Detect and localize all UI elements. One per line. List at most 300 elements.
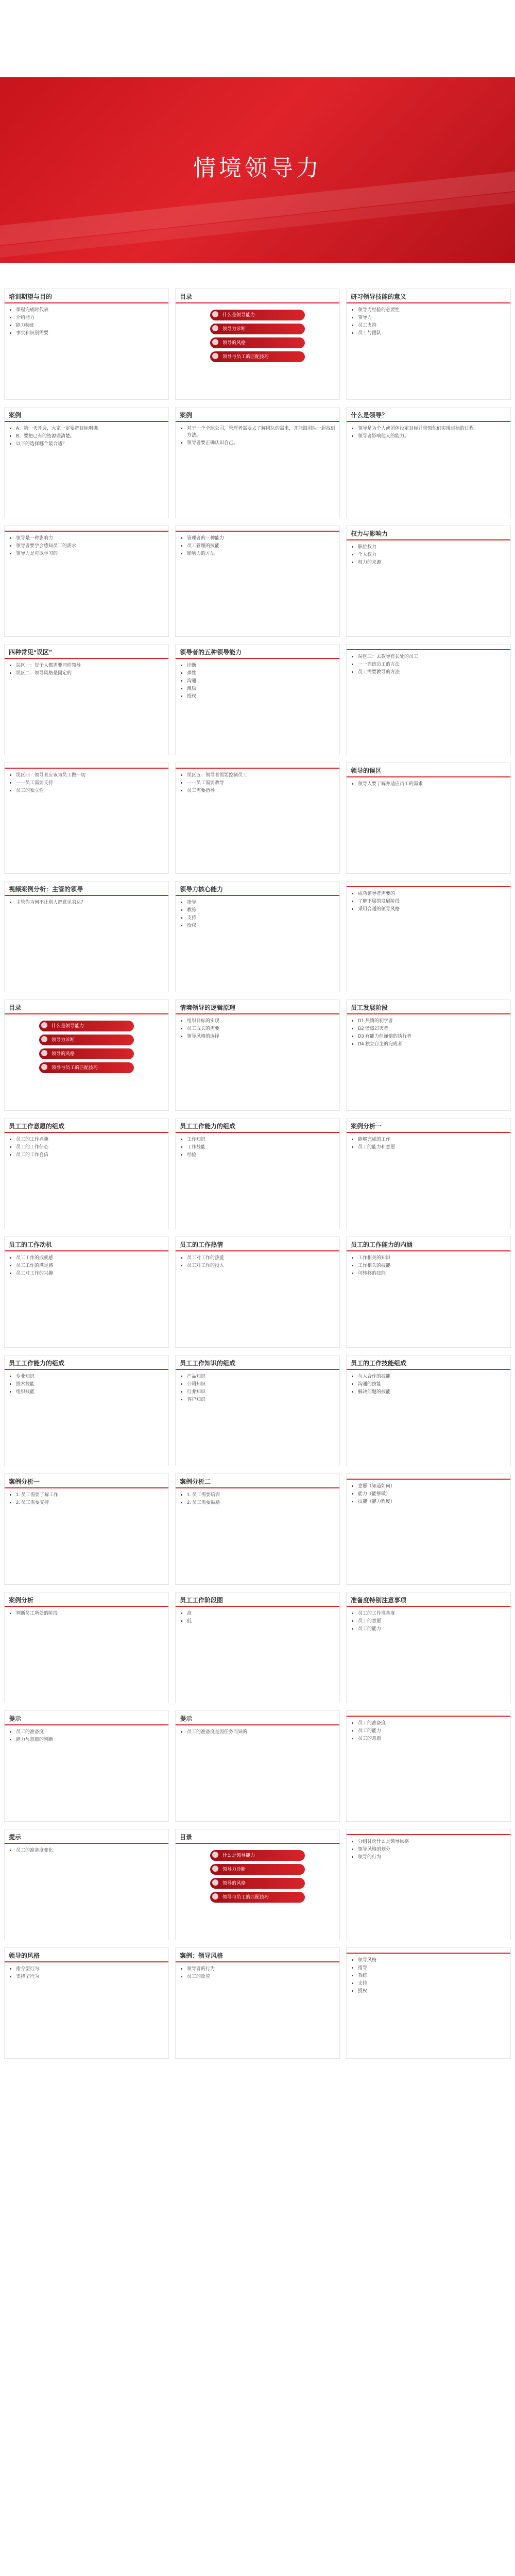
slide-line: • 员工的准备度 <box>358 1720 506 1726</box>
slide-list <box>351 1373 506 1395</box>
slide-line: • 员工的准备度变化 <box>16 1847 164 1854</box>
slide <box>4 1355 169 1466</box>
slide-body <box>5 896 168 910</box>
slide-line: • 领导风格 <box>358 1957 506 1963</box>
slide-body <box>176 422 339 450</box>
slide-line: • 授权 <box>187 922 335 929</box>
slide-list <box>351 425 506 439</box>
slide-line: • 采用合适的领导风格 <box>358 906 506 912</box>
slide-line: • 主管你为何不让别人把意见表达？ <box>16 899 164 906</box>
slide-line: • 领导的行为 <box>358 1854 506 1860</box>
slide-title: 员工的工作热情 <box>176 1237 339 1251</box>
slide-title: 案例分析 <box>5 1592 168 1607</box>
toc-item: 什么是领导能力 <box>210 1850 305 1861</box>
page-title: 情境领导力 <box>193 156 322 181</box>
slide-line: • 经验 <box>187 1151 335 1158</box>
slide-body <box>5 532 168 561</box>
slide-line: • 工作相关的技能 <box>358 1262 506 1269</box>
slide-line: • 误区一：每个人都需要同样领导 <box>16 662 164 669</box>
slide <box>346 407 511 518</box>
slide-body <box>5 1133 168 1162</box>
slide-title: 目录 <box>176 289 339 303</box>
slide-list <box>180 1610 335 1624</box>
slide-line: • 以下的选择哪个最合适？ <box>16 440 164 447</box>
slide-grid <box>0 289 515 2066</box>
slide-body <box>347 777 510 791</box>
slide-line: • 2. 员工需要支持 <box>16 1499 164 1506</box>
slide-title: 四种常见“误区” <box>5 645 168 659</box>
slide <box>4 1947 169 2059</box>
slide-list <box>9 1847 164 1854</box>
slide-title: 案例 <box>5 408 168 422</box>
slide-line: • 授权 <box>187 693 335 700</box>
toc-item: 领导力诊断 <box>39 1035 134 1045</box>
toc-item: 领导的风格 <box>210 1878 305 1889</box>
slide-row <box>0 1947 515 2059</box>
slide-line: • 员工的独立性 <box>16 787 164 794</box>
slide-line: • 误区二：领导风格是固定的 <box>16 670 164 676</box>
slide-list <box>9 1965 164 1980</box>
slide-title: 研习领导技能的意义 <box>347 289 510 303</box>
slide-line: • 领导风格的选择 <box>187 1033 335 1040</box>
slide-line: • 职位权力 <box>358 544 506 550</box>
slide-line: • 员工与团队 <box>358 330 506 336</box>
slide <box>175 644 340 755</box>
slide-body <box>347 887 510 917</box>
slide-row <box>0 1473 515 1585</box>
slide-title: 领导者的五种领导能力 <box>176 645 339 659</box>
slide-line: • 教练 <box>358 1972 506 1979</box>
slide-line: • 介绍能力 <box>16 314 164 321</box>
slide-list <box>351 890 506 912</box>
slide-list <box>9 1492 164 1506</box>
slide <box>346 1829 511 1940</box>
slide-line: • 一一员工需要支持 <box>16 779 164 786</box>
slide-list <box>351 1838 506 1860</box>
slide-body <box>347 1480 510 1509</box>
slide-line: • 能力与意愿的判断 <box>16 1736 164 1743</box>
slide-line: • 专业知识 <box>16 1373 164 1380</box>
toc-item: 领导力诊断 <box>210 1864 305 1875</box>
slide-list <box>351 1018 506 1047</box>
slide-list <box>351 1255 506 1277</box>
slide-title <box>347 882 510 887</box>
slide-line: • 权力的来源 <box>358 559 506 566</box>
slide <box>346 881 511 992</box>
slide-title: 案例分析一 <box>5 1474 168 1488</box>
toc-item: 领导力诊断 <box>210 324 305 334</box>
slide <box>346 762 511 874</box>
slide-list <box>180 1728 335 1735</box>
slide-list <box>351 1483 506 1505</box>
slide-line: • 课程完成时代表 <box>16 307 164 313</box>
slide-list <box>351 781 506 787</box>
slide <box>175 1473 340 1585</box>
slide-line: • 激励 <box>187 685 335 692</box>
slide <box>346 289 511 400</box>
toc-item: 领导的风格 <box>210 337 305 348</box>
slide-line: • 员工工作的满足感 <box>16 1262 164 1269</box>
slide-list <box>180 1136 335 1158</box>
slide-line: • 一一员工需要教导 <box>187 779 335 786</box>
slide-line: • 领导力经验的必要性 <box>358 307 506 313</box>
slide-line: • B、要把已有的资源理清楚。 <box>16 433 164 439</box>
slide-body <box>347 1370 510 1399</box>
slide-title: 提示 <box>5 1711 168 1725</box>
toc-item: 领导与员工的匹配技巧 <box>39 1062 134 1073</box>
slide-body <box>347 303 510 341</box>
slide-body <box>176 1962 339 1984</box>
slide-title <box>347 1829 510 1835</box>
toc-item: 什么是领导能力 <box>39 1021 134 1031</box>
slide-line: • 员工的意愿 <box>358 1618 506 1624</box>
slide-list <box>180 899 335 929</box>
slide-title: 目录 <box>5 1000 168 1014</box>
toc-item: 领导的风格 <box>39 1048 134 1059</box>
slide-line: • 个人权力 <box>358 551 506 558</box>
slide-line: • A、第一天开会，大家一定要把目标明确。 <box>16 425 164 432</box>
slide-line: • 1. 员工需要了解工作 <box>16 1492 164 1498</box>
slide-line: • 员工的工作兴趣 <box>16 1136 164 1143</box>
slide-title <box>5 526 168 532</box>
slide-row <box>0 1829 515 1940</box>
slide-line: • 误区三：去教导有长处的员工 <box>358 653 506 660</box>
slide-line: • 领导风格的划分 <box>358 1846 506 1853</box>
slide-list <box>180 425 335 446</box>
slide-line: • 指导 <box>187 899 335 906</box>
slide <box>175 999 340 1111</box>
slide-body <box>347 1251 510 1281</box>
slide <box>175 881 340 992</box>
slide-line: • 领导是为个人或团体设定目标并带领他们实现目标的过程。 <box>358 425 506 432</box>
slide-list <box>180 772 335 794</box>
slide-list <box>351 1720 506 1742</box>
title-banner <box>0 77 515 263</box>
slide-line: • 教练 <box>187 907 335 913</box>
slide-line: • 员工的工作信心 <box>16 1144 164 1150</box>
slide <box>4 762 169 874</box>
slide <box>4 1829 169 1940</box>
slide-title: 培训期望与目的 <box>5 289 168 303</box>
slide-list <box>9 1255 164 1277</box>
slide <box>4 526 169 637</box>
slide-body <box>5 1488 168 1510</box>
slide-line: • 能力特征 <box>16 322 164 329</box>
slide-body <box>176 1133 339 1162</box>
toc-item: 领导与员工的匹配技巧 <box>210 351 305 362</box>
slide-row <box>0 1355 515 1466</box>
slide-body <box>347 650 510 680</box>
slide-line: • 技术技能 <box>16 1381 164 1387</box>
slide-list <box>9 1136 164 1158</box>
slide-line: • D4 独立自主的完成者 <box>358 1041 506 1047</box>
slide-title: 视频案例分析：主管的领导 <box>5 882 168 896</box>
slide-line: • 支持 <box>187 914 335 921</box>
slide-line: • 领导人要了解并适应员工的需求 <box>358 781 506 787</box>
slide-list <box>9 899 164 906</box>
slide-line: • 可转移的技能 <box>358 1270 506 1277</box>
slide-line: • 支持 <box>358 1980 506 1987</box>
slide-line: • 一一训练员工的方法 <box>358 661 506 668</box>
slide <box>175 407 340 518</box>
slide-line: • 员工成长的需要 <box>187 1025 335 1032</box>
slide-line: • 员工管理的技能 <box>187 543 335 549</box>
slide-list <box>351 1957 506 1994</box>
slide-title <box>347 1948 510 1954</box>
slide-list <box>9 535 164 557</box>
slide-list <box>9 307 164 336</box>
slide-line: • 与人合作的技能 <box>358 1373 506 1380</box>
slide <box>175 1355 340 1466</box>
slide-row <box>0 644 515 755</box>
slide-title: 员工工作能力的组成 <box>5 1355 168 1370</box>
slide <box>175 1592 340 1703</box>
slide-line: • 误区四：领导者应该为员工做一切 <box>16 772 164 778</box>
slide <box>346 1592 511 1703</box>
slide-title: 案例分析一 <box>347 1118 510 1133</box>
slide-body <box>176 659 339 704</box>
slide-body <box>5 1962 168 1984</box>
slide-line: • 客户知识 <box>187 1396 335 1403</box>
slide-line: • 指导 <box>358 1964 506 1971</box>
slide-list <box>9 1728 164 1743</box>
slide-line: • 了解下属的发展阶段 <box>358 898 506 905</box>
slide-line: • 低 <box>187 1618 335 1624</box>
slide-title: 员工的工作能力的内涵 <box>347 1237 510 1251</box>
slide-body <box>176 769 339 798</box>
slide-list <box>180 1965 335 1980</box>
slide-body <box>176 896 339 933</box>
slide-list <box>180 1373 335 1403</box>
slide-body <box>176 1607 339 1629</box>
slide-title: 案例：领导风格 <box>176 1948 339 1962</box>
slide-line: • 员工对工作的兴趣 <box>16 1270 164 1277</box>
slide-line: • 能力（能够做） <box>358 1490 506 1497</box>
slide-body <box>5 1725 168 1747</box>
slide-body <box>347 1133 510 1155</box>
slide-line: • 员工需要教导的方法 <box>358 669 506 675</box>
slide-line: • 分组讨论什么是领导风格 <box>358 1838 506 1845</box>
slide-body <box>347 1014 510 1052</box>
slide <box>175 526 340 637</box>
slide <box>4 1710 169 1822</box>
slide <box>175 762 340 874</box>
slide <box>346 526 511 637</box>
slide-list <box>351 307 506 336</box>
slide-line: • 能够完成的工作 <box>358 1136 506 1143</box>
slide-line: • 领导力是可以学习的 <box>16 550 164 557</box>
slide-line: • 弹性 <box>187 670 335 676</box>
slide-body <box>176 1844 339 1909</box>
slide-line: • 员工的反应 <box>187 1973 335 1980</box>
slide-body <box>5 1370 168 1399</box>
slide-line: • 员工的工作准备度 <box>358 1610 506 1617</box>
slide-row <box>0 881 515 992</box>
slide-title: 情境领导的逻辑原理 <box>176 1000 339 1014</box>
slide-body <box>5 422 168 451</box>
slide-line: • 高 <box>187 1610 335 1617</box>
slide-line: • 意愿（知道如何） <box>358 1483 506 1489</box>
slide-line: • 工作技能 <box>187 1144 335 1150</box>
slide-title <box>176 526 339 532</box>
slide-row <box>0 1118 515 1229</box>
slide-body <box>5 303 168 341</box>
slide-row <box>0 1592 515 1703</box>
slide-line: • 成功领导者需要的 <box>358 890 506 897</box>
slide-list <box>180 1492 335 1506</box>
slide-line: • 工作知识 <box>187 1136 335 1143</box>
slide <box>175 1829 340 1940</box>
slide-line: • 对于一个全球公司，管理者需要去了解团队的需求，并能跟团队一起找到方法。 <box>187 425 335 438</box>
slide-list <box>9 1373 164 1395</box>
slide-list <box>351 653 506 675</box>
slide-list <box>180 535 335 557</box>
slide-body <box>5 1014 168 1079</box>
slide-title: 领导力核心能力 <box>176 882 339 896</box>
slide <box>4 407 169 518</box>
slide-row <box>0 1710 515 1822</box>
slide-row <box>0 999 515 1111</box>
slide-line: • 判断员工所处的阶段 <box>16 1610 164 1617</box>
slide <box>346 1473 511 1585</box>
slide-title: 员工工作阶段图 <box>176 1592 339 1607</box>
slide-line: • 工作相关的知识 <box>358 1255 506 1261</box>
slide-title <box>347 1474 510 1480</box>
slide-line: • D1 热情的初学者 <box>358 1018 506 1024</box>
toc-item: 什么是领导能力 <box>210 310 305 320</box>
slide <box>4 881 169 992</box>
slide-row <box>0 1236 515 1348</box>
slide-title: 领导的风格 <box>5 1948 168 1962</box>
slide-list <box>351 1610 506 1632</box>
slide-line: • 领导者的行为 <box>187 1965 335 1972</box>
slide-title: 员工工作能力的组成 <box>176 1118 339 1133</box>
slide <box>4 644 169 755</box>
slide-body <box>176 303 339 368</box>
slide <box>346 644 511 755</box>
slide-line: • 沟通 <box>187 677 335 684</box>
slide-line: • 影响力的方法 <box>187 550 335 557</box>
slide-title: 案例 <box>176 408 339 422</box>
slide-line: • 公司知识 <box>187 1381 335 1387</box>
slide-body <box>347 1607 510 1636</box>
slide-body <box>176 1725 339 1739</box>
slide-line: • 管理者的三种能力 <box>187 535 335 541</box>
slide-body <box>176 1488 339 1510</box>
slide-line: • 员工对工作的热爱 <box>187 1255 335 1261</box>
slide-line: • 领导力 <box>358 314 506 321</box>
slide-line: • D2 憧憬幻灭者 <box>358 1025 506 1032</box>
slide-line: • 员工的能力和意愿 <box>358 1144 506 1150</box>
slide-body <box>347 1717 510 1746</box>
slide-line: • 行业知识 <box>187 1388 335 1395</box>
slide <box>4 289 169 400</box>
slide-line: • 领导者要学会感知员工的需求 <box>16 543 164 549</box>
slide-list <box>180 1018 335 1040</box>
slide-body <box>347 540 510 570</box>
slide-list <box>351 1136 506 1150</box>
slide-line: • 领导者要正确认识自己。 <box>187 439 335 446</box>
slide <box>346 1118 511 1229</box>
slide-title: 目录 <box>176 1829 339 1844</box>
slide-line: • 员工需要指导 <box>187 787 335 794</box>
slide-body <box>5 659 168 681</box>
slide <box>4 1592 169 1703</box>
slide-line: • 诊断 <box>187 662 335 669</box>
slide-title: 员工的工作技能组成 <box>347 1355 510 1370</box>
slide <box>346 1710 511 1822</box>
slide-title: 领导的误区 <box>347 763 510 777</box>
slide-row <box>0 407 515 518</box>
slide-line: • 员工的能力 <box>358 1625 506 1632</box>
slide-line: • 领导是一种影响力 <box>16 535 164 541</box>
slide-body <box>347 422 510 444</box>
slide-line: • 2. 员工需要鼓励 <box>187 1499 335 1506</box>
slide-line: • D3 有能力但谨慎的执行者 <box>358 1033 506 1040</box>
slide-title: 准备度特别注意事项 <box>347 1592 510 1607</box>
slide <box>346 999 511 1111</box>
slide-list <box>9 425 164 447</box>
slide-line: • 事实和识别需要 <box>16 330 164 336</box>
slide-body <box>5 769 168 798</box>
slide-body <box>347 1835 510 1865</box>
slide <box>175 1710 340 1822</box>
slide-line: • 员工的意愿 <box>358 1735 506 1742</box>
slide-list <box>351 544 506 566</box>
slide-line: • 领导者影响他人的能力。 <box>358 433 506 439</box>
slide <box>175 1947 340 2059</box>
slide-line: • 授权 <box>358 1988 506 1994</box>
slide-line: • 员工的能力 <box>358 1727 506 1734</box>
slide-line: • 员工工作的成就感 <box>16 1255 164 1261</box>
slide-list <box>9 1610 164 1617</box>
slide-line: • 产品知识 <box>187 1373 335 1380</box>
slide-row <box>0 762 515 874</box>
slide-title: 员工的工作动机 <box>5 1237 168 1251</box>
slide-line: • 误区五：领导者需要控制员工 <box>187 772 335 778</box>
slide-line: • 员工支持 <box>358 322 506 329</box>
slide-body <box>347 1954 510 1998</box>
slide-list <box>180 1255 335 1269</box>
slide-line: • 支持型行为 <box>16 1973 164 1980</box>
slide-line: • 技能（能力程度） <box>358 1498 506 1505</box>
slide-title <box>347 1711 510 1717</box>
slide-title: 权力与影响力 <box>347 526 510 540</box>
slide <box>346 1947 511 2059</box>
slide-line: • 组织目标的实现 <box>187 1018 335 1024</box>
slide-body <box>176 1014 339 1044</box>
slide <box>4 1236 169 1348</box>
slide <box>175 289 340 400</box>
slide-list <box>180 662 335 700</box>
slide <box>175 1236 340 1348</box>
slide-body <box>176 1251 339 1273</box>
slide-line: • 指令型行为 <box>16 1965 164 1972</box>
slide-list <box>9 662 164 676</box>
slide-row <box>0 289 515 400</box>
slide <box>346 1355 511 1466</box>
slide-body <box>176 1370 339 1407</box>
slide-title: 提示 <box>176 1711 339 1725</box>
slide <box>4 999 169 1111</box>
slide-body <box>5 1844 168 1858</box>
slide <box>346 1236 511 1348</box>
slide-title <box>5 763 168 769</box>
slide-line: • 员工对工作的投入 <box>187 1262 335 1269</box>
slide-list <box>9 772 164 794</box>
slide-line: • 1. 员工需要培训 <box>187 1492 335 1498</box>
slide-line: • 解决问题的技能 <box>358 1388 506 1395</box>
